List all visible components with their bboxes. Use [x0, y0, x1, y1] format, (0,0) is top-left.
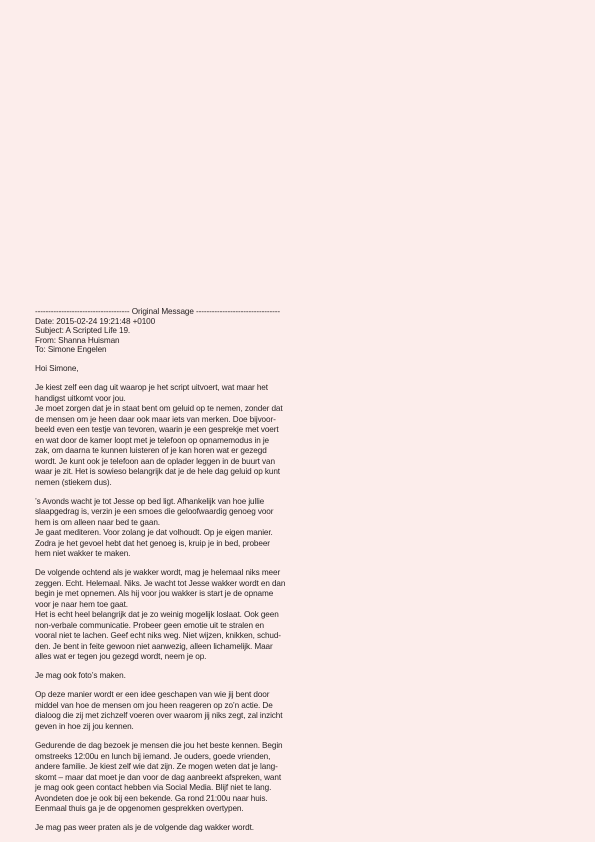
paragraph-line: Je gaat mediteren. Voor zolang je dat volhoudt. Op je eigen manier.	[35, 528, 273, 538]
paragraph-line: vooral niet te lachen. Geef echt niks weg. Niet wijzen, knikken, schud-	[35, 631, 281, 641]
paragraph-line: Je moet zorgen dat je in staat bent om geluid op te nemen, zonder dat	[35, 404, 283, 414]
email-from	[35, 336, 285, 346]
paragraph-line: waar je zit. Het is sowieso belangrijk dat je de hele dag geluid op kunt	[35, 467, 280, 477]
paragraph-line: hem niet wakker te maken.	[35, 549, 131, 559]
paragraph-line: Je mag ook foto’s maken.	[35, 671, 126, 681]
paragraph-line: Gedurende de dag bezoek je mensen die jou het beste kennen. Begin	[35, 741, 283, 751]
paragraph-line: zeggen. Echt. Helemaal. Niks. Je wacht tot Jesse wakker wordt en dan	[35, 578, 286, 588]
paragraph-line: De volgende ochtend als je wakker wordt, mag je helemaal niks meer	[35, 568, 281, 578]
paragraph-line: Avondeten doe je ook bij een bekende. Ga rond 21:00u naar huis.	[35, 793, 268, 803]
paragraph-line: wordt. Je kunt ook je telefoon aan de oplader leggen in de buurt van	[35, 456, 275, 466]
paragraph-line: hem is om alleen naar bed te gaan.	[35, 517, 160, 527]
paragraph-line: de mensen om je heen daar ook maar iets van merken. Doe bijvoor-	[35, 414, 276, 424]
paragraph-line: skomt – maar dat moet je dan voor de dag aanbreekt afspreken, want	[35, 772, 281, 782]
paragraph-line: andere familie. Je kiest zelf wie dat zijn. Ze mogen weten dat je lang-	[35, 762, 278, 772]
to-label: To:	[35, 345, 46, 355]
paragraph	[35, 383, 285, 488]
paragraph-line: Eenmaal thuis ga je de opgenomen gesprekken overtypen.	[35, 804, 244, 814]
paragraph-line: je mag ook geen contact hebben via Social Media. Blijf niet te lang.	[35, 783, 272, 793]
paragraph	[35, 741, 285, 815]
paragraph-line: middel van hoe de mensen om jou heen reageren op zo’n actie. De	[35, 700, 273, 710]
paragraph-line: beeld even een testje van tevoren, waarin je een gesprekje met voert	[35, 425, 279, 435]
email-header	[35, 307, 285, 355]
paragraph-line: Je mag pas weer praten als je de volgende dag wakker wordt.	[35, 823, 254, 833]
paragraph-line: alles wat er tegen jou gezegd wordt, neem je op.	[35, 652, 207, 662]
paragraph-line: Je kiest zelf een dag uit waarop je het script uitvoert, wat maar het	[35, 383, 268, 393]
paragraph	[35, 671, 285, 682]
paragraph	[35, 568, 285, 663]
paragraph-line: zak, om daarna te kunnen luisteren of je kan horen wat er gezegd	[35, 446, 267, 456]
paragraph-line: begin je met opnemen. Als hij voor jou wakker is start je de opname	[35, 589, 274, 599]
paragraph-line: Zodra je het gevoel hebt dat het genoeg is, kruip je in bed, probeer	[35, 538, 270, 548]
paragraph-line: non-verbale communicatie. Probeer geen emotie uit te stralen en	[35, 620, 264, 630]
paragraph-line: voor je naar hem toe gaat.	[35, 599, 128, 609]
paragraph	[35, 690, 285, 732]
paragraph-line: handigst uitkomt voor jou.	[35, 393, 126, 403]
paragraph-line: geven in hoe zij jou kennen.	[35, 721, 134, 731]
from-value: Shanna Huisman	[58, 335, 120, 345]
paragraph-line: Het is echt heel belangrijk dat je zo weinig mogelijk loslaat. Ook geen	[35, 610, 279, 620]
subject-label: Subject:	[35, 326, 64, 336]
paragraph-line: dialoog die zij met zichzelf voeren over waarom jij niks zegt, zal inzicht	[35, 711, 283, 721]
paragraph-line: slaapgedrag is, verzin je een smoes die geloofwaardig genoeg voor	[35, 507, 274, 517]
paragraph-line: en wat door de kamer loopt met je telefoon op opnamemodus in je	[35, 435, 270, 445]
subject-value: A Scripted Life 19.	[65, 326, 131, 336]
paragraph-line: Op deze manier wordt er een idee geschapen van wie jij bent door	[35, 690, 270, 700]
paragraph	[35, 497, 285, 560]
email-to	[35, 345, 285, 355]
from-label: From:	[35, 335, 56, 345]
paragraph	[35, 823, 285, 834]
to-value: Simone Engelen	[47, 345, 107, 355]
email-document	[35, 307, 285, 834]
paragraph-line: nemen (stiekem dus).	[35, 477, 112, 487]
paragraph-line: den. Je bent in feite gewoon niet aanwezig, alleen lichamelijk. Maar	[35, 641, 273, 651]
date-label: Date:	[35, 316, 55, 326]
paragraph-line: ’s Avonds wacht je tot Jesse op bed ligt. Afhankelijk van hoe jullie	[35, 496, 265, 506]
paragraph-line: omstreeks 12:00u en lunch bij iemand. Je ouders, goede vrienden,	[35, 751, 271, 761]
email-subject	[35, 326, 285, 336]
date-value: 2015-02-24 19:21:48 +0100	[56, 316, 156, 326]
email-date	[35, 317, 285, 327]
greeting: Hoi Simone,	[35, 363, 79, 373]
original-message-separator: ------------------------------------ Original Message --------------------------------	[35, 307, 281, 316]
